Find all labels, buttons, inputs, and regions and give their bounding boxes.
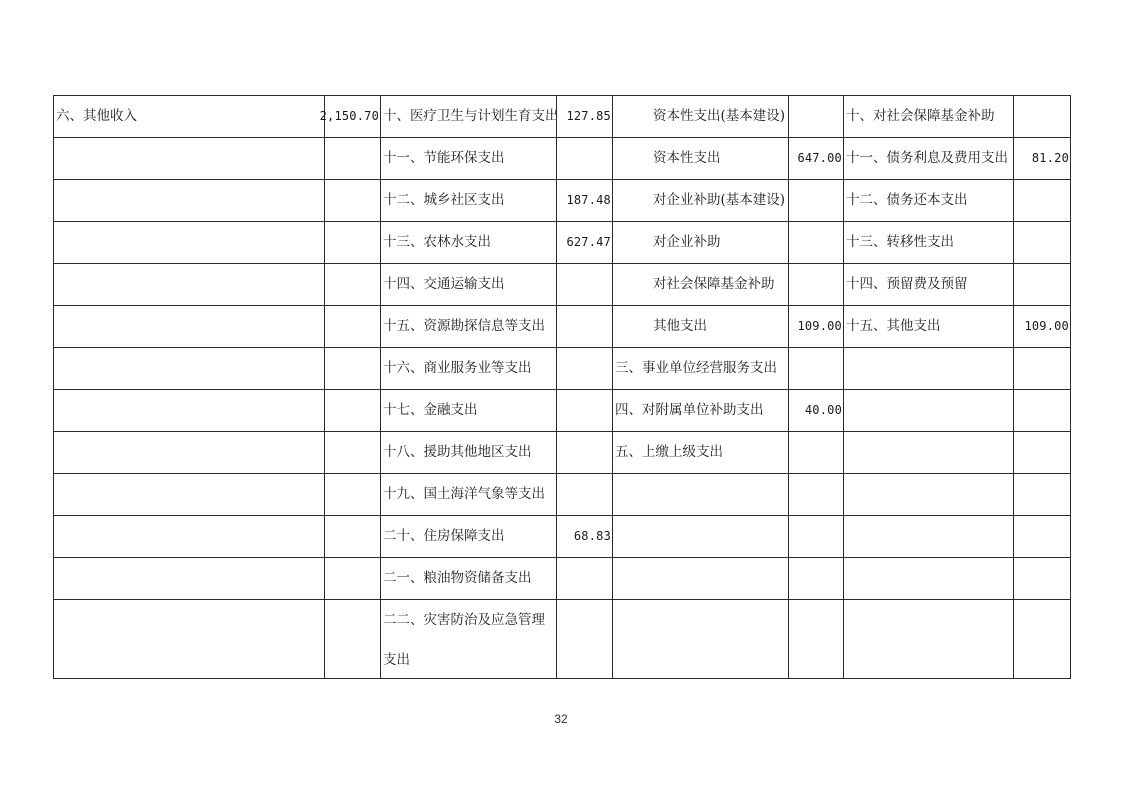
functional-item-cell	[380, 305, 557, 348]
economic-item-cell	[612, 347, 789, 390]
budget-table	[53, 95, 1070, 678]
economic-amount-cell	[788, 473, 844, 516]
functional-item-cell	[380, 473, 557, 516]
income-amount-cell	[324, 179, 381, 222]
functional-amount-cell	[556, 389, 613, 432]
item-label: 六、其他收入	[56, 108, 137, 124]
item-label: 十四、预留费及预留	[846, 276, 968, 292]
item-label: 十二、城乡社区支出	[383, 192, 505, 208]
government-item-cell	[843, 221, 1014, 264]
amount-value: 187.48	[566, 193, 611, 207]
item-label: 十三、转移性支出	[846, 234, 954, 250]
government-item-cell	[843, 137, 1014, 180]
functional-item-cell	[380, 557, 557, 600]
income-amount-cell	[324, 137, 381, 180]
item-label: 十九、国土海洋气象等支出	[383, 486, 545, 502]
economic-amount-cell	[788, 137, 844, 180]
government-amount-cell	[1013, 179, 1071, 222]
economic-amount-cell	[788, 431, 844, 474]
item-label: 二十、住房保障支出	[383, 528, 505, 544]
functional-amount-cell	[556, 599, 613, 679]
amount-value: 109.00	[797, 319, 842, 333]
functional-item-cell	[380, 389, 557, 432]
government-amount-cell	[1013, 347, 1071, 390]
economic-amount-cell	[788, 515, 844, 558]
income-item-cell	[53, 515, 325, 558]
income-amount-cell	[324, 515, 381, 558]
economic-amount-cell	[788, 263, 844, 306]
item-label: 十六、商业服务业等支出	[383, 360, 532, 376]
item-label: 四、对附属单位补助支出	[615, 402, 764, 418]
item-label: 资本性支出(基本建设)	[653, 108, 786, 124]
item-label: 对社会保障基金补助	[653, 276, 775, 292]
amount-value: 2,150.70	[319, 109, 379, 123]
item-label: 对企业补助(基本建设)	[653, 192, 786, 208]
income-amount-cell	[324, 431, 381, 474]
functional-item-cell	[380, 515, 557, 558]
functional-amount-cell	[556, 179, 613, 222]
item-label: 十八、援助其他地区支出	[383, 444, 532, 460]
government-item-cell	[843, 599, 1014, 679]
economic-item-cell	[612, 431, 789, 474]
income-amount-cell	[324, 305, 381, 348]
amount-value: 81.20	[1031, 151, 1069, 165]
income-amount-cell	[324, 557, 381, 600]
functional-item-cell	[380, 179, 557, 222]
income-item-cell	[53, 347, 325, 390]
income-item-cell	[53, 305, 325, 348]
income-amount-cell	[324, 347, 381, 390]
income-item-cell	[53, 557, 325, 600]
economic-item-cell	[612, 95, 789, 138]
income-item-cell	[53, 137, 325, 180]
government-item-cell	[843, 263, 1014, 306]
government-amount-cell	[1013, 95, 1071, 138]
functional-amount-cell	[556, 347, 613, 390]
economic-item-cell	[612, 473, 789, 516]
economic-item-cell	[612, 515, 789, 558]
economic-amount-cell	[788, 599, 844, 679]
item-label: 三、事业单位经营服务支出	[615, 360, 777, 376]
income-amount-cell	[324, 389, 381, 432]
amount-value: 68.83	[573, 529, 611, 543]
government-item-cell	[843, 347, 1014, 390]
government-amount-cell	[1013, 515, 1071, 558]
item-label: 十一、债务利息及费用支出	[846, 150, 1008, 166]
functional-amount-cell	[556, 515, 613, 558]
government-amount-cell	[1013, 305, 1071, 348]
economic-amount-cell	[788, 389, 844, 432]
economic-amount-cell	[788, 305, 844, 348]
income-item-cell	[53, 263, 325, 306]
amount-value: 647.00	[797, 151, 842, 165]
economic-amount-cell	[788, 347, 844, 390]
government-amount-cell	[1013, 137, 1071, 180]
income-amount-cell	[324, 221, 381, 264]
functional-item-cell	[380, 599, 557, 679]
government-amount-cell	[1013, 263, 1071, 306]
functional-amount-cell	[556, 95, 613, 138]
functional-amount-cell	[556, 431, 613, 474]
item-label: 其他支出	[653, 318, 707, 334]
item-label: 十三、农林水支出	[383, 234, 491, 250]
economic-amount-cell	[788, 221, 844, 264]
item-label: 十七、金融支出	[383, 402, 478, 418]
income-item-cell	[53, 95, 325, 138]
government-item-cell	[843, 305, 1014, 348]
government-item-cell	[843, 389, 1014, 432]
functional-amount-cell	[556, 305, 613, 348]
income-item-cell	[53, 473, 325, 516]
economic-item-cell	[612, 557, 789, 600]
functional-item-cell	[380, 263, 557, 306]
functional-amount-cell	[556, 137, 613, 180]
page-number: 32	[554, 712, 568, 726]
government-amount-cell	[1013, 221, 1071, 264]
economic-item-cell	[612, 137, 789, 180]
functional-item-cell	[380, 431, 557, 474]
income-item-cell	[53, 431, 325, 474]
functional-amount-cell	[556, 557, 613, 600]
government-item-cell	[843, 179, 1014, 222]
item-label: 资本性支出	[653, 150, 721, 166]
economic-item-cell	[612, 389, 789, 432]
item-label: 十五、其他支出	[846, 318, 941, 334]
government-amount-cell	[1013, 599, 1071, 679]
income-item-cell	[53, 389, 325, 432]
government-amount-cell	[1013, 557, 1071, 600]
amount-value: 109.00	[1024, 319, 1069, 333]
functional-item-cell	[380, 221, 557, 264]
item-label: 十五、资源勘探信息等支出	[383, 318, 545, 334]
government-item-cell	[843, 431, 1014, 474]
economic-item-cell	[612, 179, 789, 222]
government-item-cell	[843, 557, 1014, 600]
government-amount-cell	[1013, 473, 1071, 516]
functional-item-cell	[380, 347, 557, 390]
income-amount-cell	[324, 263, 381, 306]
functional-amount-cell	[556, 263, 613, 306]
amount-value: 127.85	[566, 109, 611, 123]
income-item-cell	[53, 179, 325, 222]
item-label: 十、对社会保障基金补助	[846, 108, 995, 124]
income-amount-cell	[319, 95, 381, 138]
economic-item-cell	[612, 599, 789, 679]
economic-amount-cell	[788, 179, 844, 222]
government-item-cell	[843, 515, 1014, 558]
item-label: 五、上缴上级支出	[615, 444, 723, 460]
government-amount-cell	[1013, 389, 1071, 432]
amount-value: 40.00	[804, 403, 842, 417]
item-label: 二一、粮油物资储备支出	[383, 570, 532, 586]
functional-item-cell	[380, 137, 557, 180]
functional-amount-cell	[556, 221, 613, 264]
income-item-cell	[53, 599, 325, 679]
item-label: 十四、交通运输支出	[383, 276, 505, 292]
functional-amount-cell	[556, 473, 613, 516]
item-label: 对企业补助	[653, 234, 721, 250]
economic-item-cell	[612, 305, 789, 348]
economic-amount-cell	[788, 557, 844, 600]
income-item-cell	[53, 221, 325, 264]
functional-item-cell	[380, 95, 557, 138]
government-amount-cell	[1013, 431, 1071, 474]
government-item-cell	[843, 473, 1014, 516]
economic-amount-cell	[788, 95, 844, 138]
item-label: 十二、债务还本支出	[846, 192, 968, 208]
government-item-cell	[843, 95, 1014, 138]
income-amount-cell	[324, 473, 381, 516]
item-label: 二二、灾害防治及应急管理支出	[383, 612, 545, 668]
economic-item-cell	[612, 221, 789, 264]
amount-value: 627.47	[566, 235, 611, 249]
economic-item-cell	[612, 263, 789, 306]
item-label: 十一、节能环保支出	[383, 150, 505, 166]
item-label: 十、医疗卫生与计划生育支出	[383, 108, 559, 124]
income-amount-cell	[324, 599, 381, 679]
